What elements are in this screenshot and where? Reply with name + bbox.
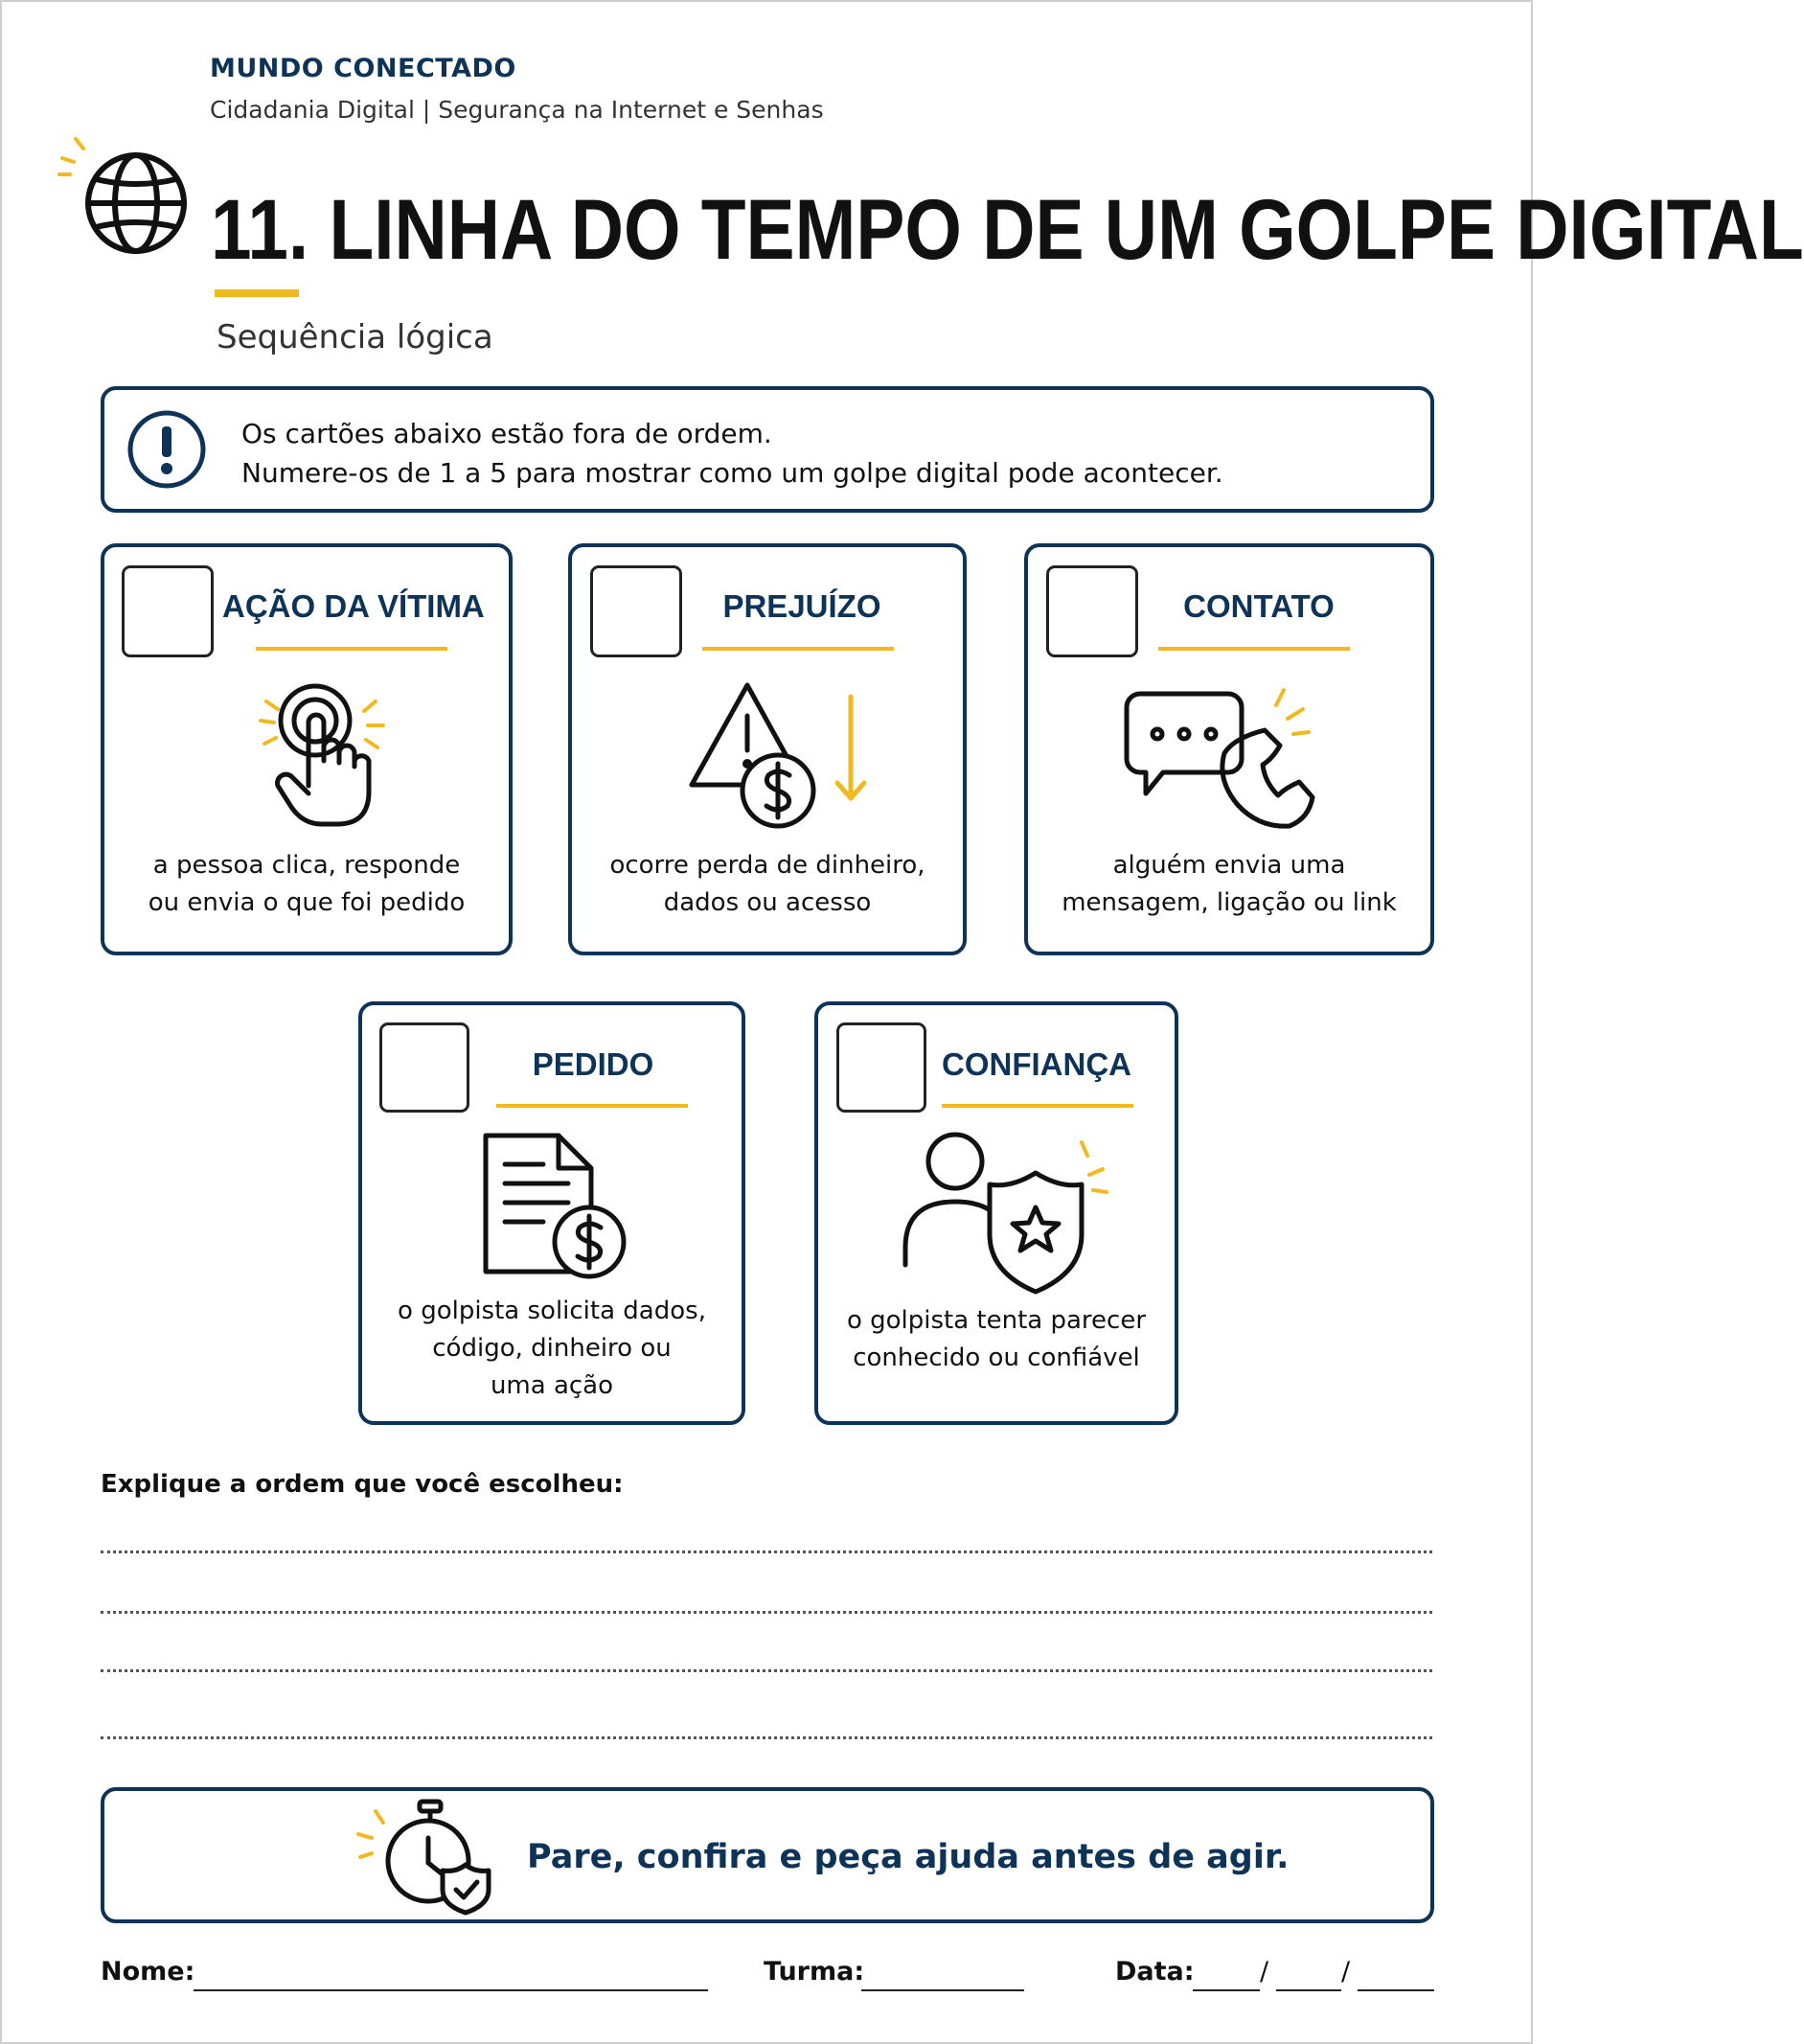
document-money-icon [476, 1128, 639, 1286]
card-desc-line: ocorre perda de dinheiro, [609, 851, 925, 880]
date-month-field[interactable] [1276, 1989, 1341, 1991]
card-desc-line: o golpista solicita dados, [398, 1297, 706, 1325]
card-title-confianca: CONFIANÇA [942, 1046, 1131, 1082]
answer-line-3[interactable] [101, 1669, 1432, 1672]
globe-icon [55, 131, 179, 256]
card-desc-line: conhecido ou confiável [853, 1344, 1140, 1372]
card-desc-line: uma ação [490, 1371, 614, 1400]
card-desc-line: ou envia o que foi pedido [148, 888, 466, 917]
brand-name: MUNDO CONECTADO [210, 54, 516, 83]
order-checkbox-contato[interactable] [1046, 565, 1138, 657]
card-desc-contato [1029, 847, 1429, 922]
section-heading: Sequência lógica [217, 318, 493, 356]
card-title-underline [496, 1104, 688, 1108]
page-title: 11. LINHA DO TEMPO DE UM GOLPE DIGITAL [211, 181, 1804, 277]
answer-line-2[interactable] [101, 1611, 1432, 1614]
card-desc-confianca [819, 1302, 1174, 1377]
date-day-field[interactable] [1193, 1989, 1260, 1991]
date-separator: / [1341, 1957, 1351, 1987]
order-checkbox-prejuizo[interactable] [590, 565, 682, 657]
date-year-field[interactable] [1358, 1989, 1434, 1991]
exclamation-icon [126, 409, 207, 490]
order-checkbox-acao-da-vitima[interactable] [122, 565, 214, 657]
warning-money-loss-icon [684, 678, 876, 831]
card-desc-line: código, dinheiro ou [432, 1334, 672, 1363]
stopwatch-shield-icon [349, 1798, 492, 1913]
card-title-underline [1158, 647, 1350, 651]
name-field[interactable] [194, 1989, 708, 1991]
instructions-line-1: Os cartões abaixo estão fora de ordem. [241, 418, 772, 449]
card-desc-line: alguém envia uma [1112, 851, 1346, 880]
card-desc-line: o golpista tenta parecer [846, 1306, 1147, 1335]
card-title-pedido: PEDIDO [532, 1046, 654, 1082]
card-title-prejuizo: PREJUÍZO [722, 588, 881, 624]
name-label: Nome: [101, 1957, 195, 1987]
date-label: Data: [1115, 1957, 1195, 1987]
class-field[interactable] [861, 1989, 1024, 1991]
order-checkbox-pedido[interactable] [379, 1022, 469, 1113]
order-checkbox-confianca[interactable] [836, 1022, 926, 1113]
card-title-contato: CONTATO [1183, 588, 1335, 624]
class-label: Turma: [764, 1957, 865, 1987]
answer-line-1[interactable] [101, 1550, 1432, 1553]
card-title-underline [942, 1104, 1133, 1108]
instructions-text [241, 414, 1223, 493]
instructions-line-2: Numere-os de 1 a 5 para mostrar como um golpe digital pode acontecer. [241, 457, 1223, 489]
card-title-acao-da-vitima: AÇÃO DA VÍTIMA [222, 588, 485, 624]
subtitle: Cidadania Digital | Segurança na Internet e Senhas [210, 96, 824, 124]
card-title-underline [256, 647, 447, 651]
person-shield-icon [900, 1131, 1120, 1294]
card-title-underline [702, 647, 894, 651]
card-desc-line: mensagem, ligação ou link [1062, 888, 1397, 917]
message-phone-icon [1121, 682, 1322, 836]
card-desc-pedido [363, 1293, 741, 1405]
tip-text: Pare, confira e peça ajuda antes de agir. [527, 1838, 1290, 1876]
date-separator: / [1260, 1957, 1269, 1987]
card-desc-acao-da-vitima [105, 847, 508, 922]
card-desc-line: dados ou acesso [663, 888, 872, 917]
card-desc-prejuizo [573, 847, 962, 922]
card-desc-line: a pessoa clica, responde [152, 851, 461, 880]
title-underline [215, 289, 299, 297]
touch-hand-icon [253, 673, 397, 826]
explain-label: Explique a ordem que você escolheu: [101, 1470, 624, 1499]
answer-line-4[interactable] [101, 1736, 1432, 1739]
